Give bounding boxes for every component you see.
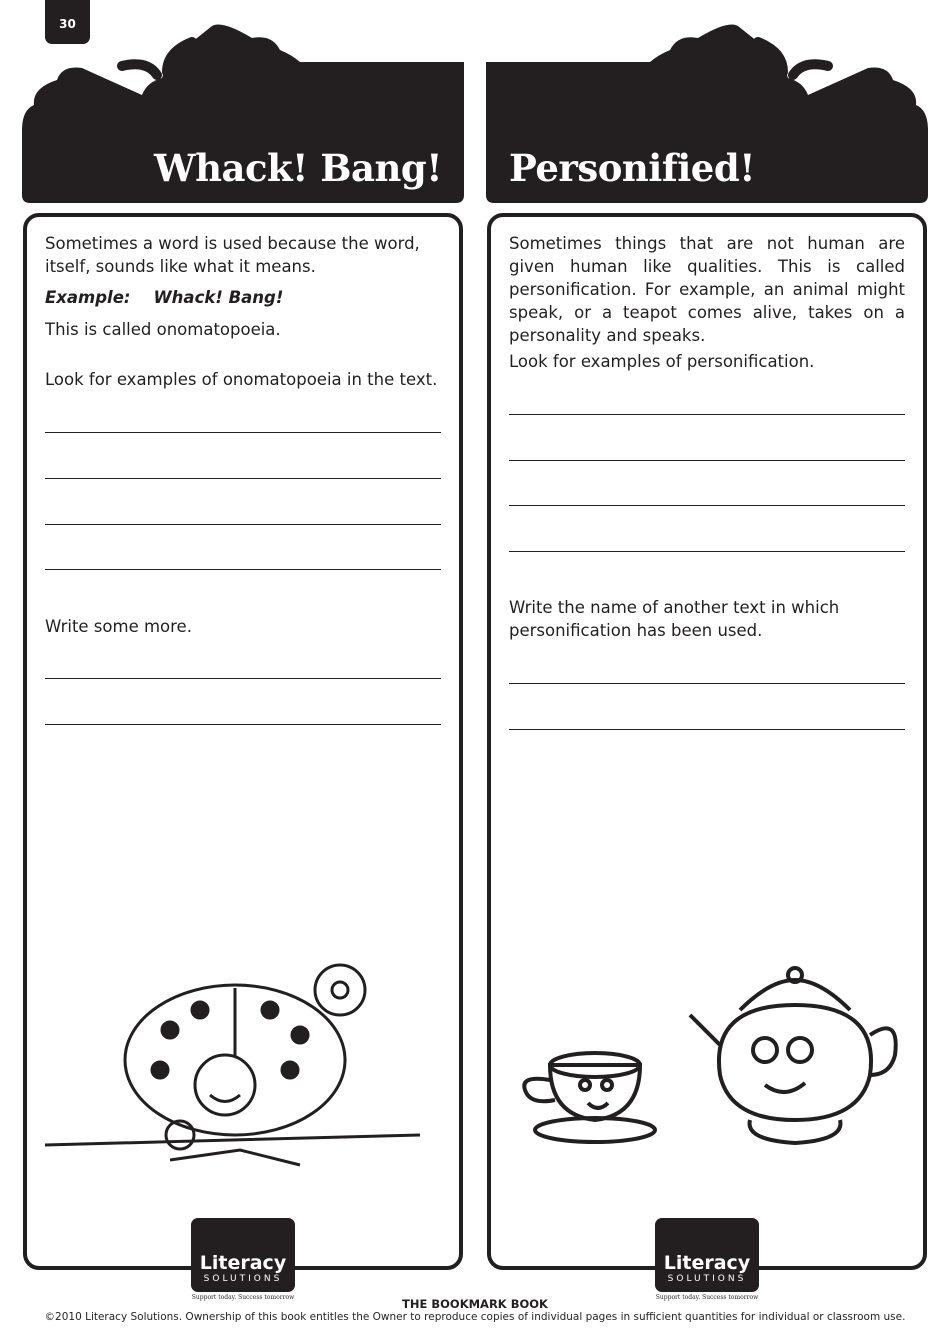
right-literacy-logo (655, 1218, 759, 1292)
logo-sub: SOLUTIONS (203, 1274, 283, 1284)
teapot-teacup-illustration (510, 965, 910, 1165)
answer-line[interactable] (45, 678, 441, 679)
answer-line[interactable] (509, 414, 905, 415)
answer-line[interactable] (45, 478, 441, 479)
logo-sub: SOLUTIONS (667, 1274, 747, 1284)
example-value: Whack! Bang! (153, 288, 284, 307)
footer-copyright: ©2010 Literacy Solutions. Ownership of this book entitles the Owner to reproduce copies of individual pages in sufficient quantities for individual or classroom use. (44, 1311, 906, 1323)
footer-book-title: THE BOOKMARK BOOK (402, 1297, 548, 1311)
left-more: Write some more. (45, 617, 192, 636)
right-header-banner (486, 0, 930, 205)
answer-line[interactable] (509, 683, 905, 684)
ladybug-illustration (40, 910, 440, 1180)
answer-line[interactable] (509, 460, 905, 461)
logo-tagline: Support today. Success tomorrow (191, 1294, 295, 1301)
left-literacy-logo (191, 1218, 295, 1292)
example-label: Example: (45, 288, 131, 307)
left-intro: Sometimes a word is used because the word, itself, sounds like what it means. (45, 234, 420, 276)
logo-name: Literacy (199, 1252, 287, 1274)
answer-line[interactable] (45, 524, 441, 525)
logo-tagline: Support today. Success tomorrow (655, 1294, 759, 1301)
answer-line[interactable] (509, 729, 905, 730)
left-example (45, 286, 283, 309)
right-intro: Sometimes things that are not human are given human like qualities. This is called personification. For example, an animal might speak, or a teapot comes alive, takes on a personality and speaks. (509, 234, 905, 345)
logo-name: Literacy (663, 1252, 751, 1274)
answer-line[interactable] (45, 724, 441, 725)
left-called: This is called onomatopoeia. (45, 320, 281, 339)
right-another: Write the name of another text in which personification has been used. (509, 598, 840, 640)
right-title: Personified! (509, 146, 755, 190)
right-instruction: Look for examples of personification. (509, 352, 815, 371)
left-instruction: Look for examples of onomatopoeia in the text. (45, 370, 438, 389)
left-header-banner (22, 0, 466, 205)
answer-line[interactable] (509, 505, 905, 506)
answer-line[interactable] (45, 432, 441, 433)
left-title: Whack! Bang! (154, 146, 442, 190)
page-number: 30 (45, 0, 90, 44)
answer-line[interactable] (509, 551, 905, 552)
answer-line[interactable] (45, 569, 441, 570)
